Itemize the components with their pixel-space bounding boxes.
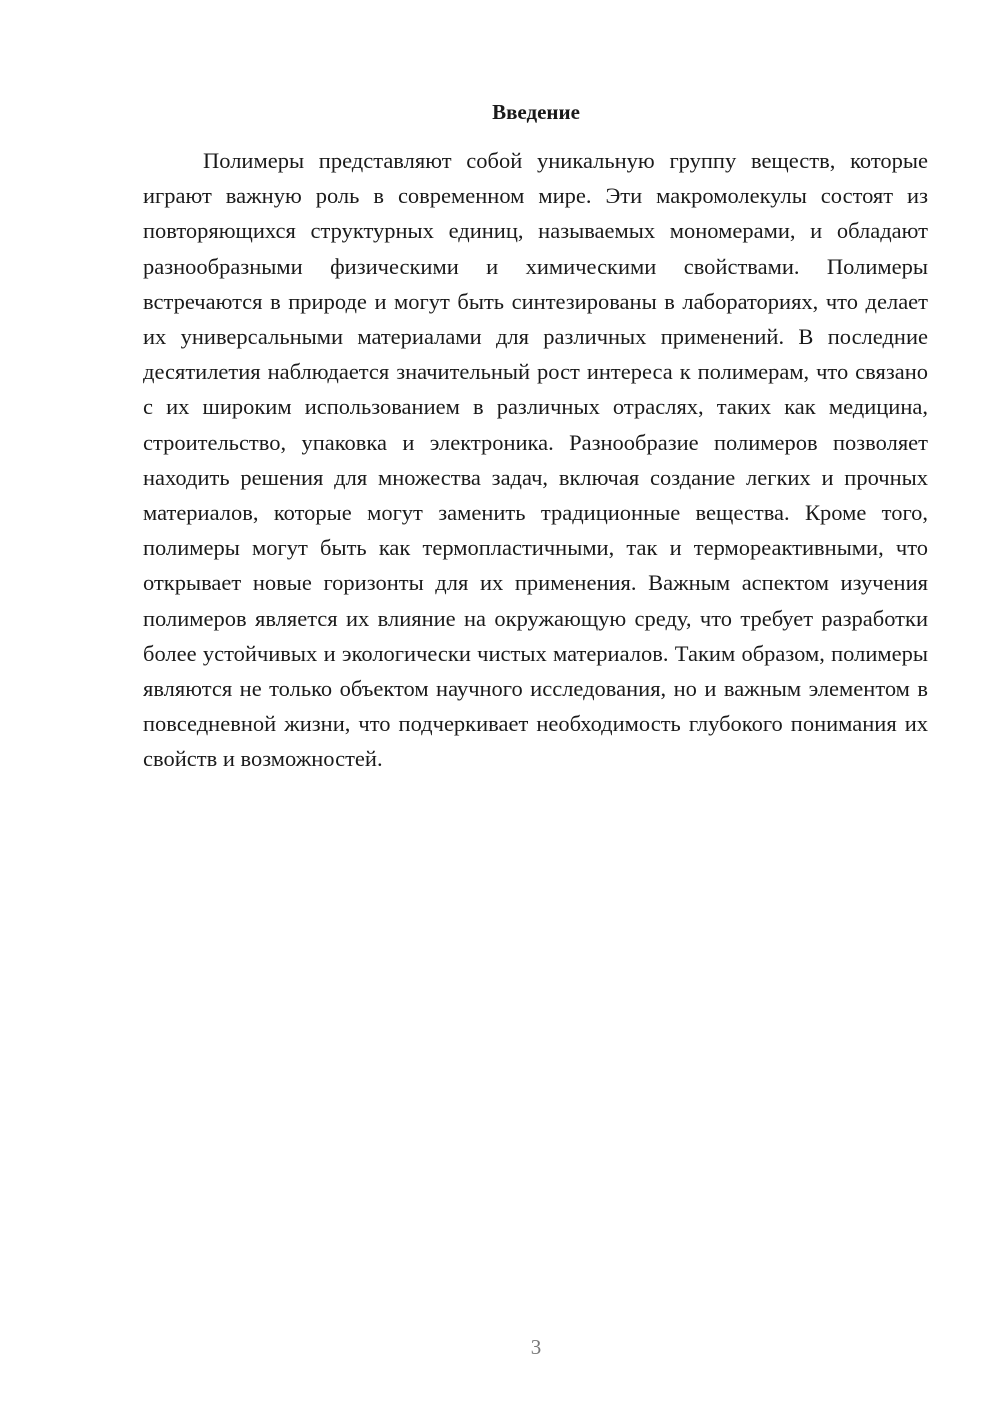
page-number: 3 bbox=[530, 1335, 542, 1359]
body-paragraph: Полимеры представляют собой уникальную группу веществ, которые играют важную роль в современном мире. Эти макромолекулы состоят из повторяющихся структурных единиц, называемых мономерами, и обладают разнообразными физическими и химическими свойствами. Полимеры встречаются в природе и могут быть синтезированы в лабораториях, что делает их универсальными материалами для различных применений. В последние десятилетия наблюдается значительный рост интереса к полимерам, что связано с их широким использованием в различных отраслях, таких как медицина, строительство, упаковка и электроника. Разнообразие полимеров позволяет находить решения для множества задач, включая создание легких и прочных материалов, которые могут заменить традиционные вещества. Кроме того, полимеры могут быть как термопластичными, так и термореактивными, что открывает новые горизонты для их применения. Важным аспектом изучения полимеров является их влияние на окружающую среду, что требует разработки более устойчивых и экологически чистых материалов. Таким образом, полимеры являются не только объектом научного исследования, но и важным элементом в повседневной жизни, что подчеркивает необходимость глубокого понимания их свойств и возможностей. bbox=[143, 148, 928, 772]
section-heading: Введение bbox=[492, 100, 580, 124]
